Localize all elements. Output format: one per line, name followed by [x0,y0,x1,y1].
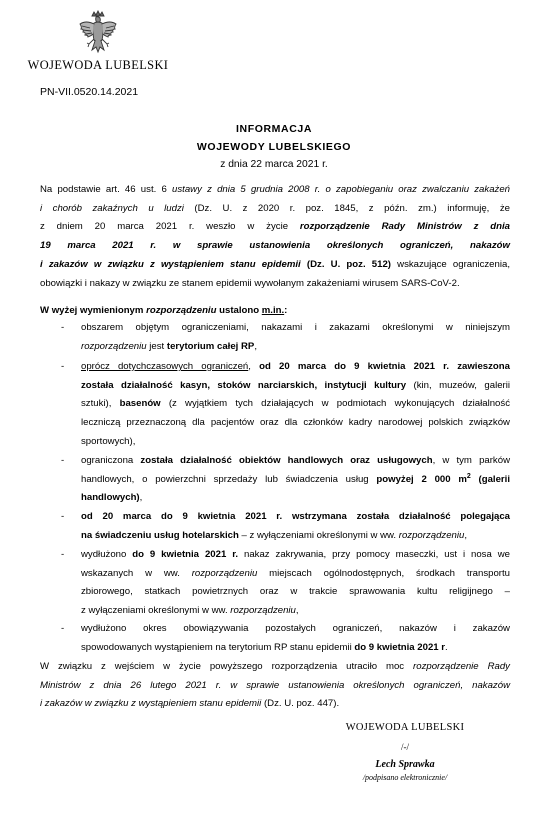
intro-line: Na podstawie art. 46 ust. 6 ustawy z dnia 5 grudnia 2008 r. o zapobieganiu oraz zwalczaniu zakażeń [40,184,510,195]
closing-paragraph [40,658,510,714]
intro-line: obowiązki i nakazy w związku ze stanem epidemii wywołanym zakażeniami wirusem SARS-CoV-2. [40,277,460,289]
intro-line: i chorób zakaźnych u ludzi (Dz. U. z 2020 r. poz. 1845, z późn. zm.) informuję, że [40,202,510,214]
intro-paragraph [40,181,510,293]
closing-line: Ministrów z dnia 26 lutego 2021 r. w sprawie ustanowienia określonych ograniczeń, nakazów [40,679,510,691]
signature-mark: /-/ [401,742,409,752]
signature-office: WOJEWODA LUBELSKI [345,722,465,733]
letterhead [18,10,178,73]
intro-line: z dniem 20 marca 2021 r. weszło w życie rozporządzenie Rady Ministrów z dnia [40,221,510,233]
signature-note: /podpisano elektronicznie/ [362,773,448,782]
document-date: z dnia 22 marca 2021 r. [220,159,328,170]
reference-number: PN-VII.0520.14.2021 [40,86,139,98]
closing-line: W związku z wejściem w życie powyższego rozporządzenia utraciło moc rozporządzenie Rady [40,661,510,672]
polish-eagle-emblem-icon [78,10,118,56]
document-subtitle: WOJEWODY LUBELSKIEGO [196,141,352,153]
intro-line: i zakazów w związku z wystąpieniem stanu epidemii (Dz. U. poz. 512) wskazujące ograniczenia, [40,258,510,270]
intro-line: 19 marca 2021 r. w sprawie ustanowienia określonych ograniczeń, nakazów [40,240,510,252]
letterhead-office-name: WOJEWODA LUBELSKI [27,58,169,72]
closing-line: i zakazów w związku z wystąpieniem stanu epidemii (Dz. U. poz. 447). [40,698,340,710]
list-lead: W wyżej wymienionym rozporządzeniu ustalono m.in.: [40,305,288,316]
signatory-name: Lech Sprawka [375,759,435,770]
document-title: INFORMACJA [236,123,312,135]
document-page: WOJEWODA LUBELSKI PN-VII.0520.14.2021 INFORMACJA WOJEWODY LUBELSKIEGO z dnia 22 marca 2021 r. Na podstawie art. 46 ust. 6 ustawy z dnia 5 grudnia 2008 r. o zapobieganiu oraz zwalczaniu zakażeń i chorób zakaźnych u ludzi (Dz. U. z 2020 r. poz. 1845, z późn. zm.) informuję, że z dniem 20 marca 2021 r. weszło w życie rozporządzenie Rady Ministrów z dnia 19 marca 2021 r. w sprawie ustanowienia określonych ograniczeń, nakazów i zakazów w związku z wystąpieniem stanu epidemii (Dz. U. poz. 512) wskazujące ograniczenia, obowiązki i nakazy w związku ze stanem epidemii wywołanym zakażeniami wirusem SARS-CoV-2. W wyżej wymienionym rozporządzeniu ustalono m.in.: - obszarem objętym ograniczeniami, nakazami i zakazami określonymi w niniejszym rozporządzeniu jest terytorium całej RP, - oprócz dotychczasowych ograniczeń, od 20 marca do 9 kwietnia 2021 r. zawieszona została działalność kasyn, stoków narciarskich, instytucji kultury (kin, muzeów, galerii sztuki), basenów (z wyjątkiem tych działających w podmiotach wykonujących działalność leczniczą przeznaczoną dla pacjentów oraz dla członków kadry narodowej polskich związków sportowych), - ograniczona została działalność obiektów handlowych oraz usługowych, w tym parków handlowych, o powierzchni sprzedaży lub świadczenia usług powyżej 2 000 $m^2$ (galerii handlowych), - od 20 marca do 9 kwietnia 2021 r. wstrzymana została działalność polegająca na świadczeniu usług hotelarskich – z wyłączeniami określonymi w ww. rozporządzeniu, - wydłużono do 9 kwietnia 2021 r. nakaz zakrywania, przy pomocy maseczki, ust i nosa we wskazanych w ww. rozporządzeniu miejscach ogólnodostępnych, środkach transportu zbiorowego, statkach powietrznych oraz w trakcie sprawowania kultu religijnego – z wyłączeniami określonymi w ww. rozporządzeniu, - wydłużono okres obowiązywania pozostałych ograniczeń, nakazów i zakazów spowodowanych wystąpieniem na terytorium RP stanu epidemii do 9 kwietnia 2021 r. W związku z wejściem w życie powyższego rozporządzenia utraciło moc rozporządzenie Rady Ministrów z dnia 26 lutego 2021 r. w sprawie ustanowienia określonych ograniczeń, nakazów i zakazów w związku z wystąpieniem stanu epidemii (Dz. U. poz. 447). WOJEWODA LUBELSKI /-/ Lech Sprawka /podpisano elektronicznie/ [0,0,548,816]
